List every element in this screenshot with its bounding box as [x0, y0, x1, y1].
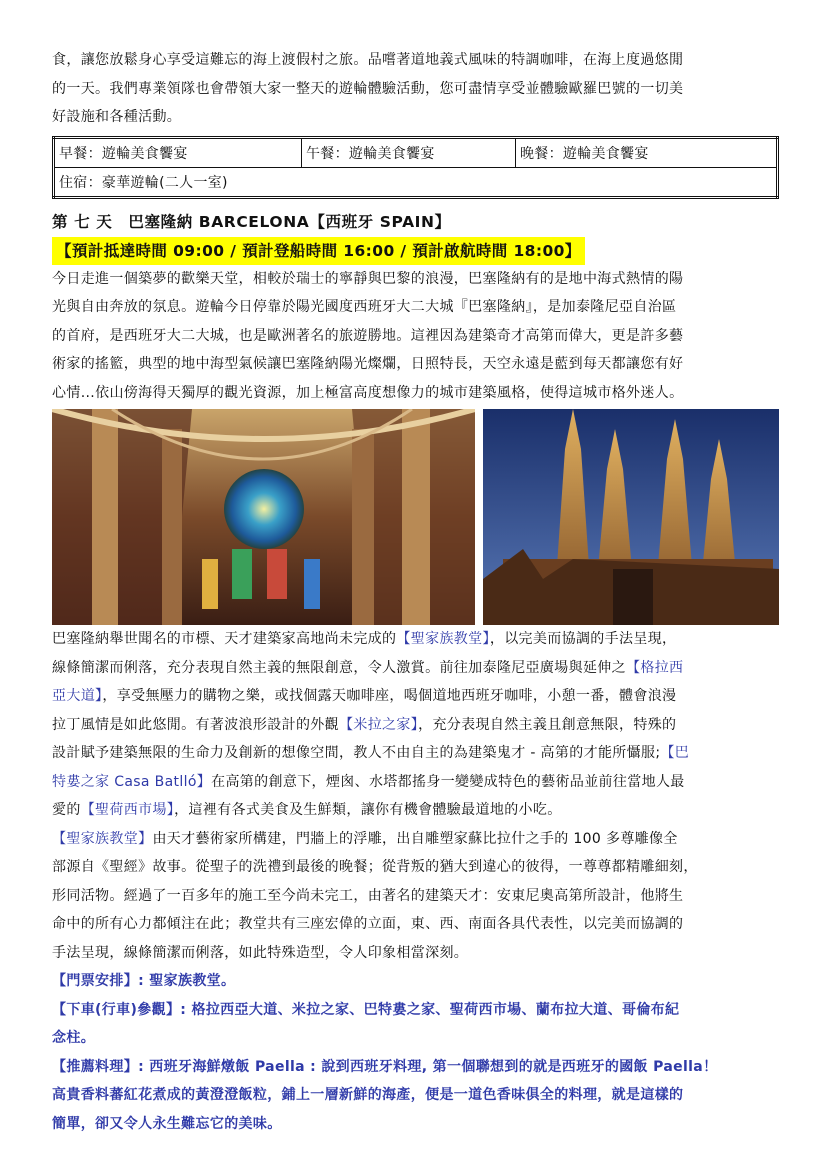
casa-batllo-text-cont: 特婁之家 Casa Batlló】 [52, 773, 212, 790]
lodging-cell: 住宿：豪華遊輪(二人一室) [54, 167, 778, 197]
sagrada-familia-interior-photo [52, 409, 475, 625]
boqueria-market-text: 【聖荷西市場】 [80, 802, 175, 818]
schedule-times-banner: 【預計抵達時間 09:00 / 預計登船時間 16:00 / 預計啟航時間 18:00】 [52, 237, 585, 265]
text-segment: 拉丁風情是如此悠閒。有著波浪形設計的外觀 [52, 716, 339, 733]
text-line [52, 768, 779, 797]
text-line: 食，讓您放鬆身心享受這難忘的海上渡假村之旅。品嚐著道地義式風味的特調咖啡，在海上度過悠閒 [52, 52, 684, 68]
text-line [52, 711, 779, 740]
text-segment: 愛的 [52, 802, 81, 818]
text-line [52, 625, 779, 654]
visits-note: 【下車(行車)參觀】: 格拉西亞大道、米拉之家、巴特婁之家、聖荷西市場、蘭布拉大道、哥倫布紀 [52, 1001, 680, 1018]
text-segment: 設計賦予建築無限的生命力及創新的想像空間，教人不由自主的為建築鬼才 - 高第的才能所懾服; [52, 745, 661, 761]
sagrada-familia-link-text: 【聖家族教堂】 [396, 631, 490, 647]
text-line: 的首府，是西班牙大二大城，也是歐洲著名的旅遊勝地。這裡因為建築奇才高第而偉大，更是許多藝 [52, 327, 684, 344]
text-segment: ，充分表現自然主義且創意無限，特殊的 [418, 716, 677, 733]
text-line: 命中的所有心力都傾注在此；教堂共有三座宏偉的立面，東、西、南面各具代表性，以完美而協調的 [52, 916, 684, 932]
text-segment: ，享受無壓力的購物之樂，或找個露天咖啡座，喝個道地西班牙咖啡，小憩一番，體會浪漫 [102, 688, 677, 704]
sagrada-familia-heading-text: 【聖家族教堂】 [52, 830, 153, 847]
cuisine-note: 【推薦料理】: 西班牙海鮮燉飯 Paella : 說到西班牙料理, 第一個聯想到的就是西班牙的國飯 Paella！ [52, 1058, 718, 1075]
text-segment: ，以完美而協調的手法呈現， [489, 631, 677, 647]
breakfast-cell: 早餐：遊輪美食饗宴 [54, 137, 302, 167]
text-line [52, 682, 779, 711]
dinner-cell: 晚餐：遊輪美食饗宴 [516, 137, 778, 167]
text-line: 部源自《聖經》故事。從聖子的洗禮到最後的晚餐；從背叛的猶大到違心的彼得，一尊尊都精雕細刻， [52, 859, 698, 875]
intro-paragraph [52, 46, 779, 132]
text-segment: 由天才藝術家所構建，門牆上的浮雕，出自雕塑家蘇比拉什之手的 100 多尊雕像全 [152, 830, 678, 847]
text-line [52, 739, 779, 768]
casa-batllo-text: 【巴 [660, 745, 690, 761]
photo-row [52, 409, 779, 625]
lunch-cell: 午餐：遊輪美食饗宴 [302, 137, 516, 167]
sagrada-familia-towers-photo [483, 409, 779, 625]
text-segment: 在高第的創意下，煙囪、水塔都搖身一變變成特色的藝術品並前往當地人最 [211, 773, 685, 790]
cuisine-note-end: 簡單，卻又令人永生難忘它的美味。 [52, 1115, 282, 1132]
text-line: 今日走進一個築夢的歡樂天堂，相較於瑞士的寧靜與巴黎的浪漫，巴塞隆納有的是地中海式熱情的陽 [52, 270, 684, 287]
tickets-note: 【門票安排】: 聖家族教堂。 [52, 973, 236, 989]
cuisine-note-cont: 高貴香料蕃紅花煮成的黃澄澄飯粒，鋪上一層新鮮的海產，便是一道色香味俱全的料理，就是這樣的 [52, 1087, 684, 1103]
passeig-de-gracia-text-cont: 亞大道】 [52, 688, 103, 704]
text-line: 光與自由奔放的氛息。遊輪今日停靠於陽光國度西班牙大二大城『巴塞隆納』，是加泰隆尼亞自治區 [52, 299, 677, 315]
text-line [52, 654, 779, 683]
barcelona-intro-paragraph [52, 265, 779, 408]
casa-mila-text: 【米拉之家】 [339, 716, 419, 733]
text-line: 形同活物。經過了一百多年的施工至今尚未完工，由著名的建築天才：安東尼奧高第所設計，他將生 [52, 887, 684, 904]
text-line: 心情...依山傍海得天獨厚的觀光資源，加上極富高度想像力的城市建築風格，使得這城市格外迷人。 [52, 384, 684, 401]
visits-note-cont: 念柱。 [52, 1030, 96, 1046]
text-line [52, 825, 779, 854]
text-line: 好設施和各種活動。 [52, 109, 182, 125]
text-line [52, 796, 779, 825]
attractions-paragraph [52, 625, 779, 825]
text-segment: 巴塞隆納舉世聞名的市標、天才建築家高地尚未完成的 [52, 631, 397, 647]
meals-table [52, 136, 779, 199]
text-line: 的一天。我們專業領隊也會帶領大家一整天的遊輪體驗活動，您可盡情享受並體驗歐羅巴號的一切美 [52, 80, 684, 97]
day-heading: 第 七 天 巴塞隆納 BARCELONA【西班牙 SPAIN】 [52, 212, 451, 231]
text-line: 術家的搖籃，典型的地中海型氣候讓巴塞隆納陽光燦爛，日照特長，天空永遠是藍到每天都讓您有好 [52, 356, 684, 372]
document-page [52, 46, 779, 1138]
text-line: 手法呈現，線條簡潔而俐落，如此特殊造型，令人印象相當深刻。 [52, 944, 469, 961]
text-segment: 線條簡潔而俐落，充分表現自然主義的無限創意，令人激賞。前往加泰隆尼亞廣場與延伸之 [52, 659, 626, 676]
passeig-de-gracia-text: 【格拉西 [626, 659, 684, 676]
sagrada-familia-paragraph [52, 825, 779, 968]
text-segment: ，這裡有各式美食及生鮮類，讓你有機會體驗最道地的小吃。 [174, 802, 562, 818]
